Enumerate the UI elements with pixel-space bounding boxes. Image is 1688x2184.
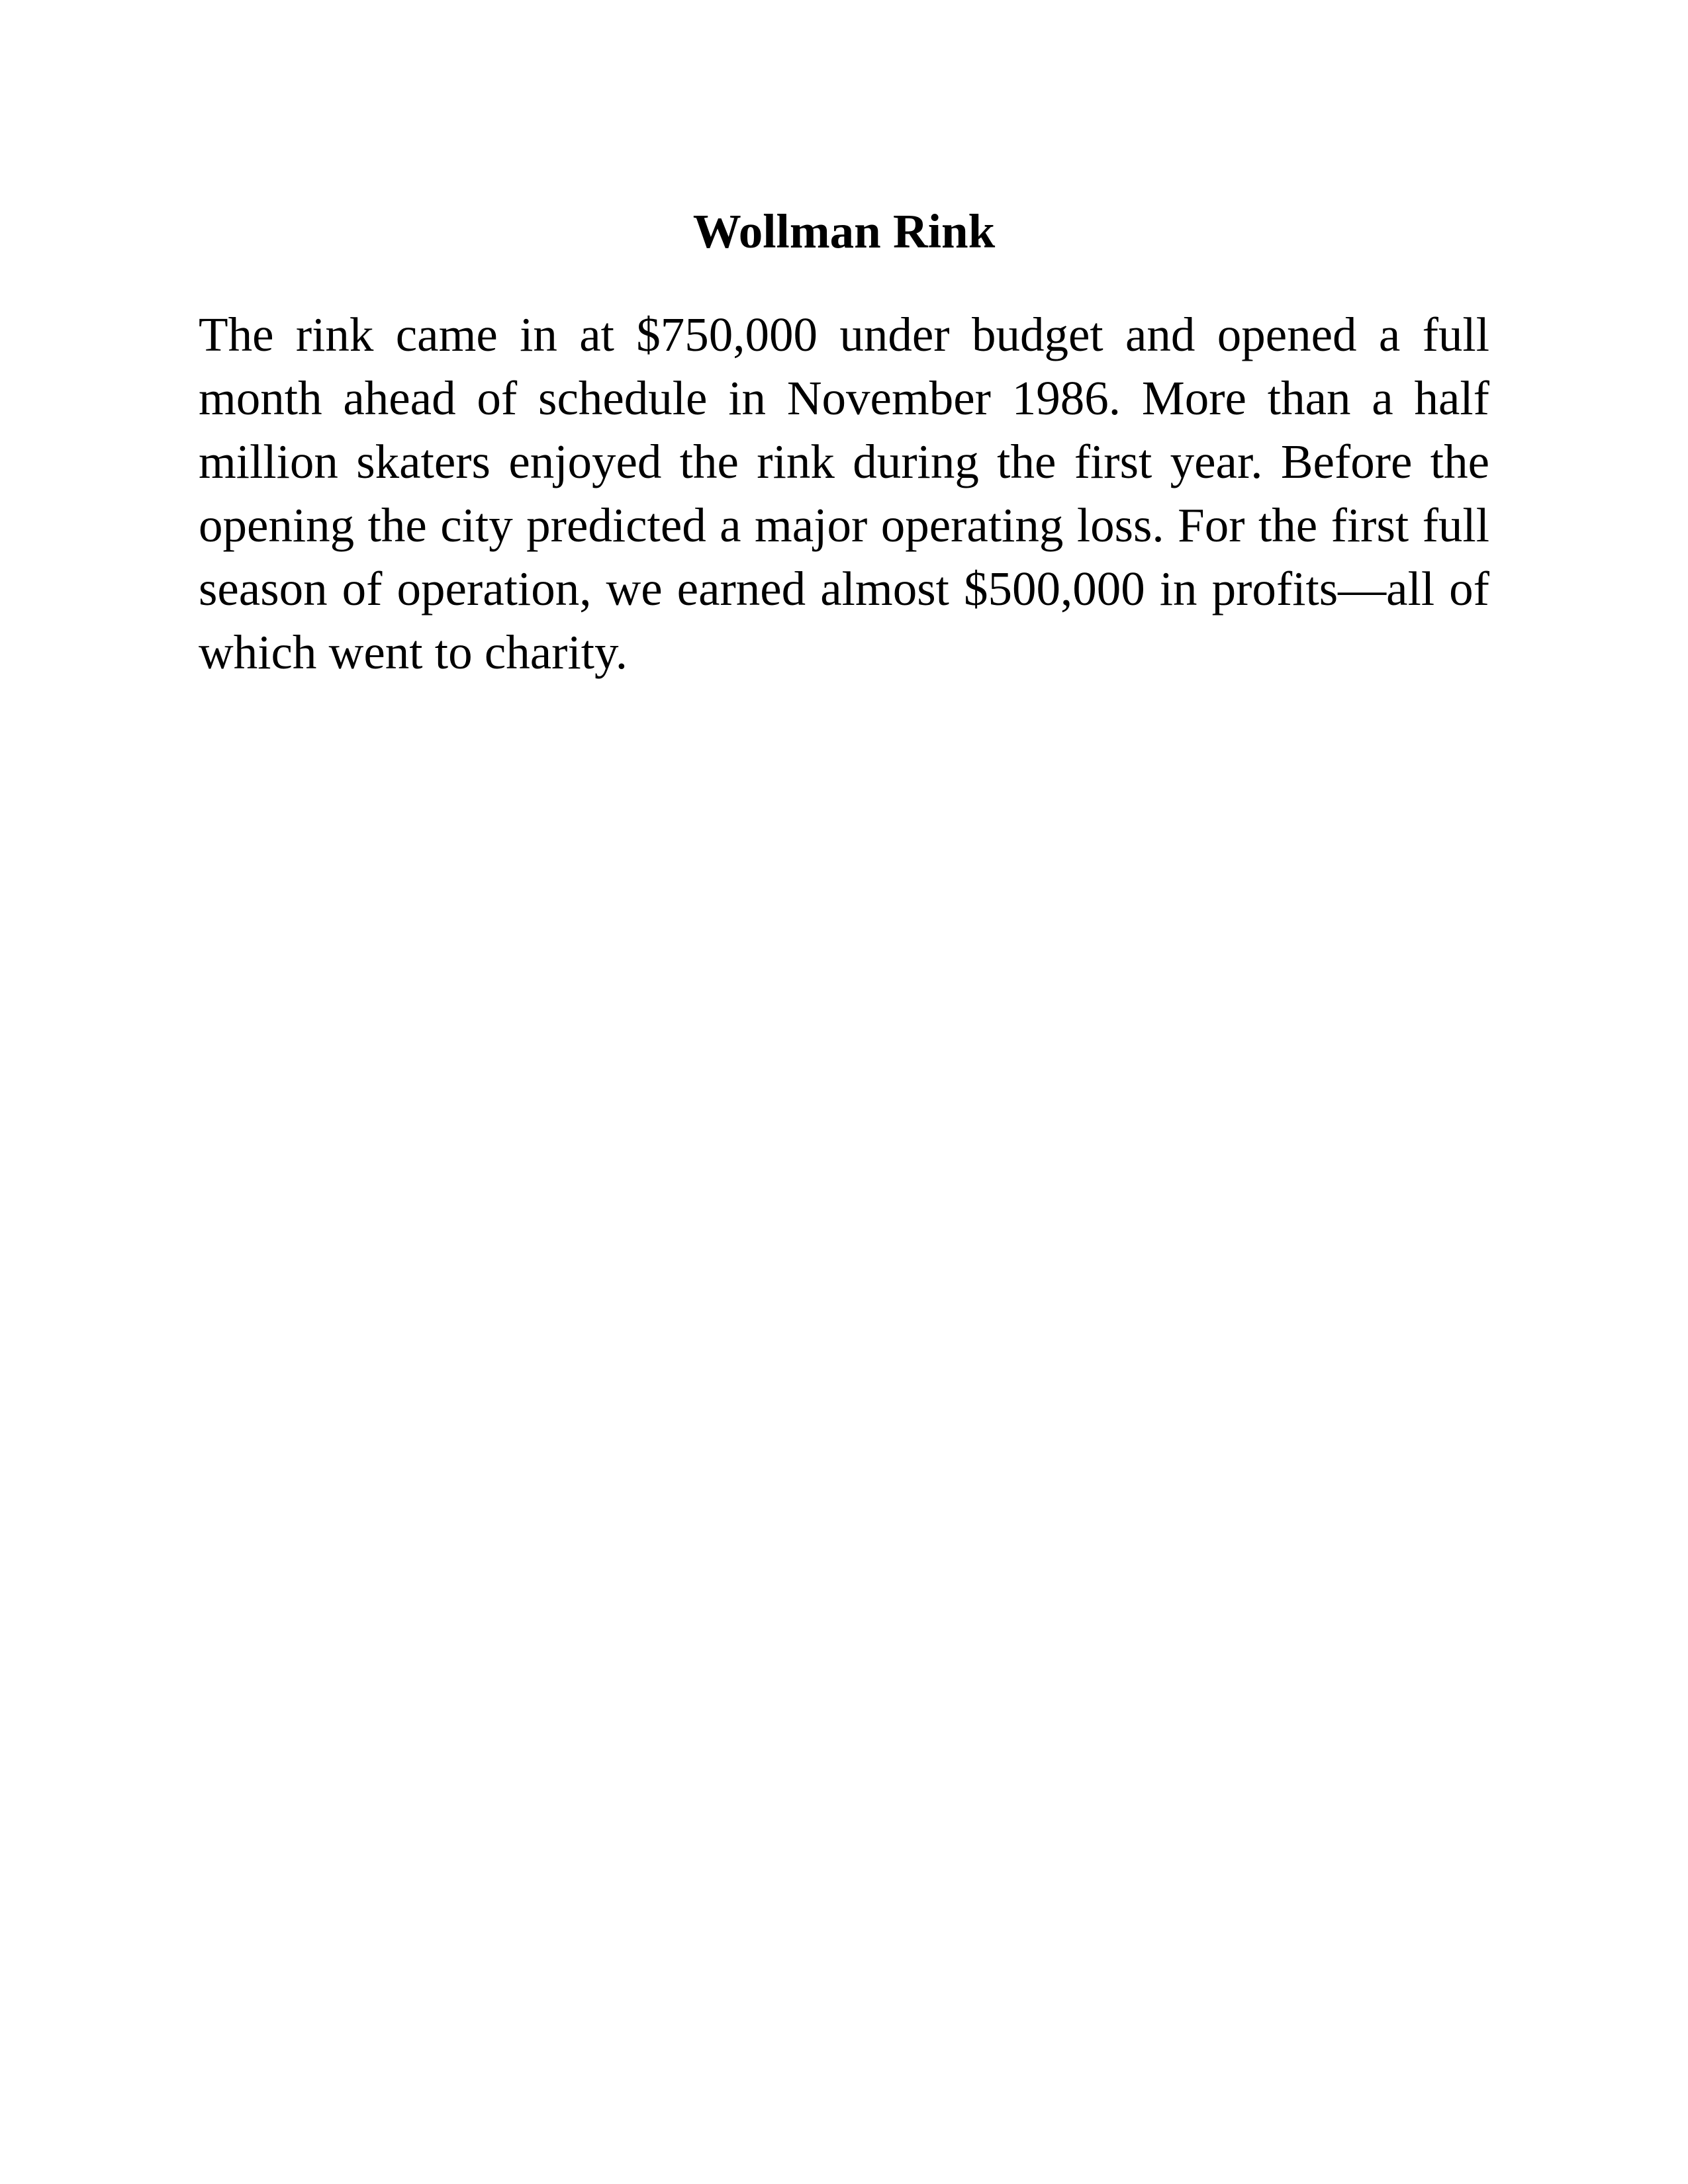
body-paragraph: The rink came in at $750,000 under budget and opened a full month ahead of schedule in November 1986. More than a half million skaters enjoyed the rink during the first year. Before the opening the city predicted a major operating loss. For the first full season of operation, we earned almost $500,000 in profits—all of which went to charity.	[199, 308, 1489, 679]
document-title: Wollman Rink	[692, 205, 996, 258]
document-content	[199, 192, 1489, 684]
